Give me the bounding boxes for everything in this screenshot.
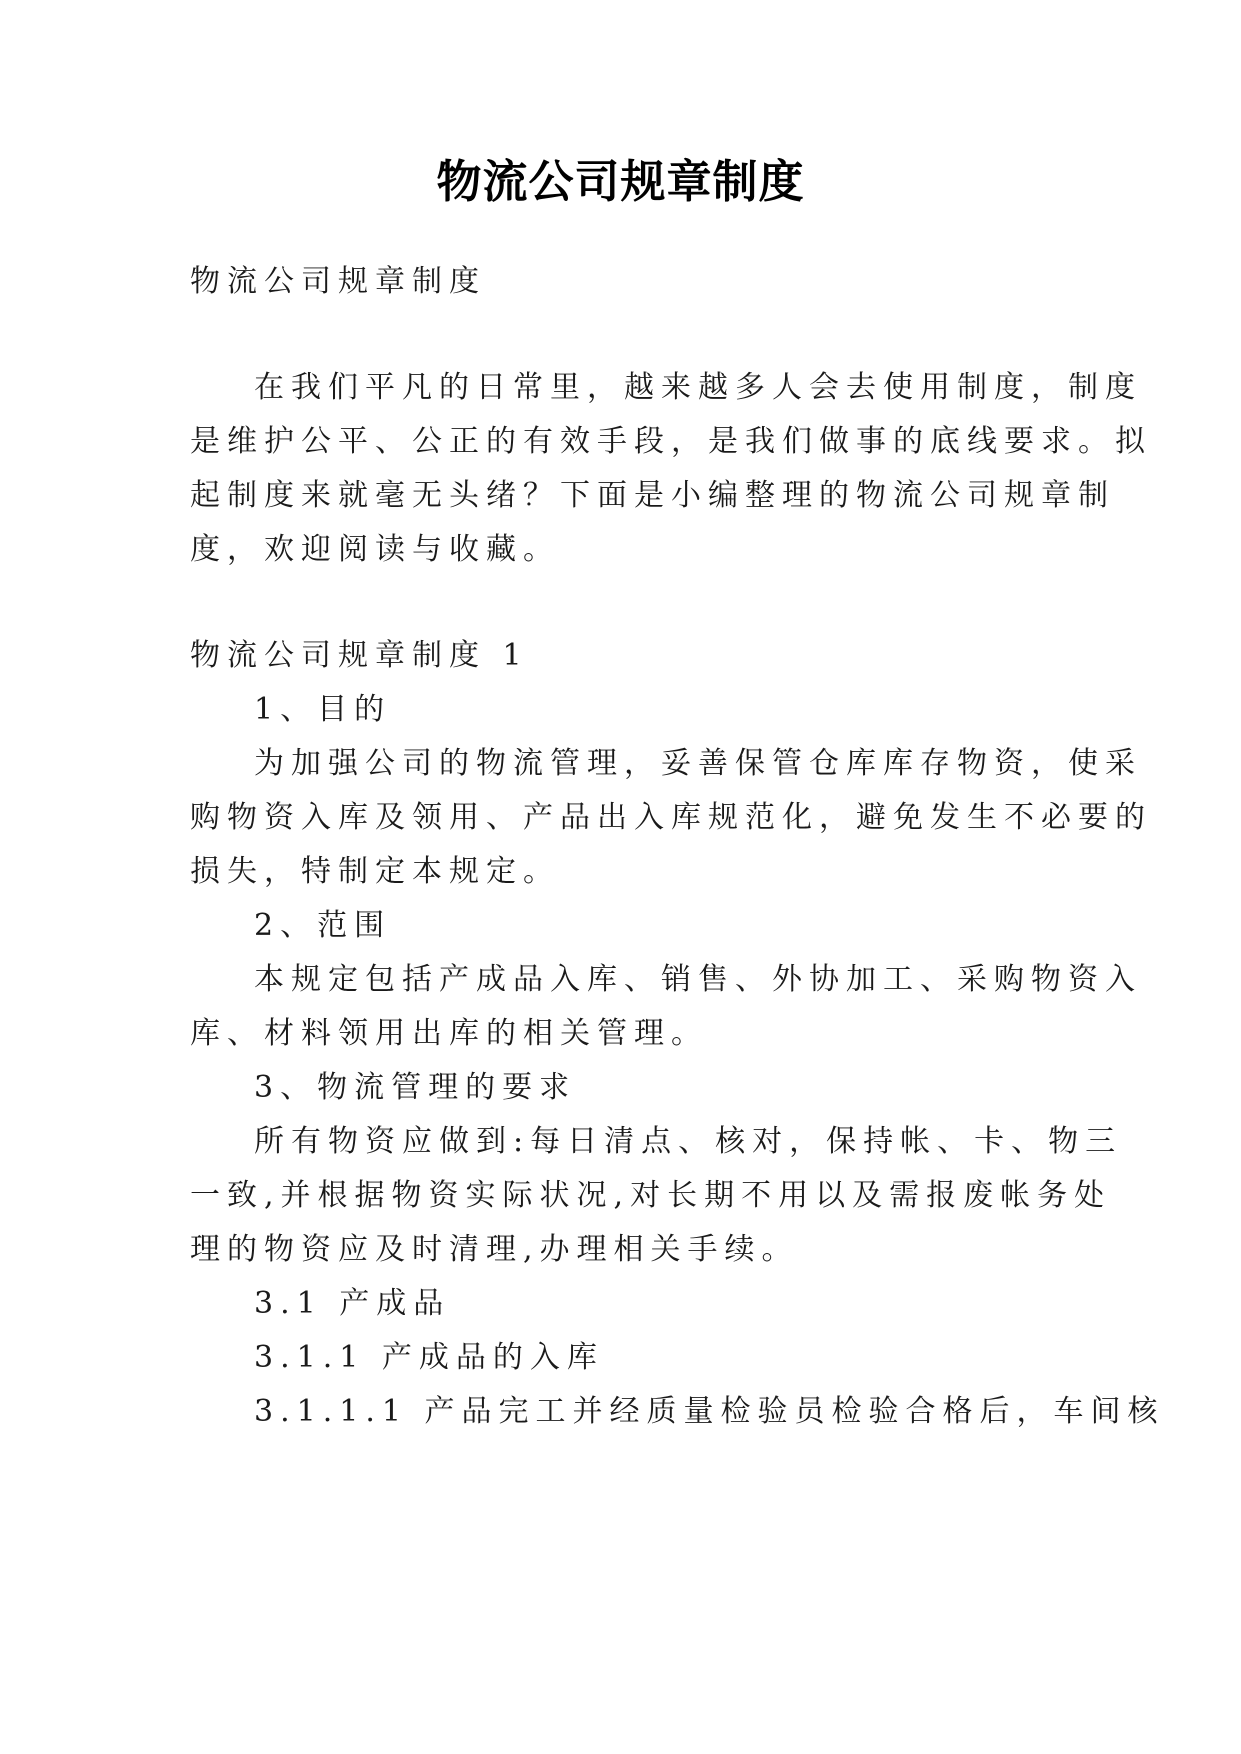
item-3-heading: 3、物流管理的要求	[254, 1070, 577, 1105]
item-2-line-1: 本规定包括产成品入库、销售、外协加工、采购物资入	[254, 962, 1142, 997]
item-2-line-2: 库、材料领用出库的相关管理。	[190, 1016, 708, 1051]
intro-paragraph-line-4: 度，欢迎阅读与收藏。	[190, 532, 560, 567]
item-3-1-heading: 3.1 产成品	[254, 1286, 451, 1321]
item-1-line-3: 损失，特制定本规定。	[190, 854, 560, 889]
item-3-1-1-1-line: 3.1.1.1 产品完工并经质量检验员检验合格后，车间核	[254, 1394, 1165, 1429]
item-3-line-1: 所有物资应做到:每日清点、核对，保持帐、卡、物三	[254, 1124, 1123, 1159]
item-2-heading: 2、范围	[254, 908, 392, 943]
item-3-1-1-heading: 3.1.1 产成品的入库	[254, 1340, 604, 1375]
document-title: 物流公司规章制度	[436, 155, 805, 208]
item-3-line-2: 一致,并根据物资实际状况,对长期不用以及需报废帐务处	[190, 1178, 1112, 1213]
item-1-line-2: 购物资入库及领用、产品出入库规范化，避免发生不必要的	[190, 800, 1152, 835]
section-heading: 物流公司规章制度 1	[190, 638, 529, 673]
item-1-heading: 1、目的	[254, 692, 392, 727]
document-subtitle: 物流公司规章制度	[190, 264, 486, 299]
item-1-line-1: 为加强公司的物流管理，妥善保管仓库库存物资，使采	[254, 746, 1142, 781]
intro-paragraph-line-3: 起制度来就毫无头绪？下面是小编整理的物流公司规章制	[190, 478, 1115, 513]
item-3-line-3: 理的物资应及时清理,办理相关手续。	[190, 1232, 799, 1267]
intro-paragraph-line-1: 在我们平凡的日常里，越来越多人会去使用制度，制度	[254, 370, 1142, 405]
intro-paragraph-line-2: 是维护公平、公正的有效手段，是我们做事的底线要求。拟	[190, 424, 1152, 459]
